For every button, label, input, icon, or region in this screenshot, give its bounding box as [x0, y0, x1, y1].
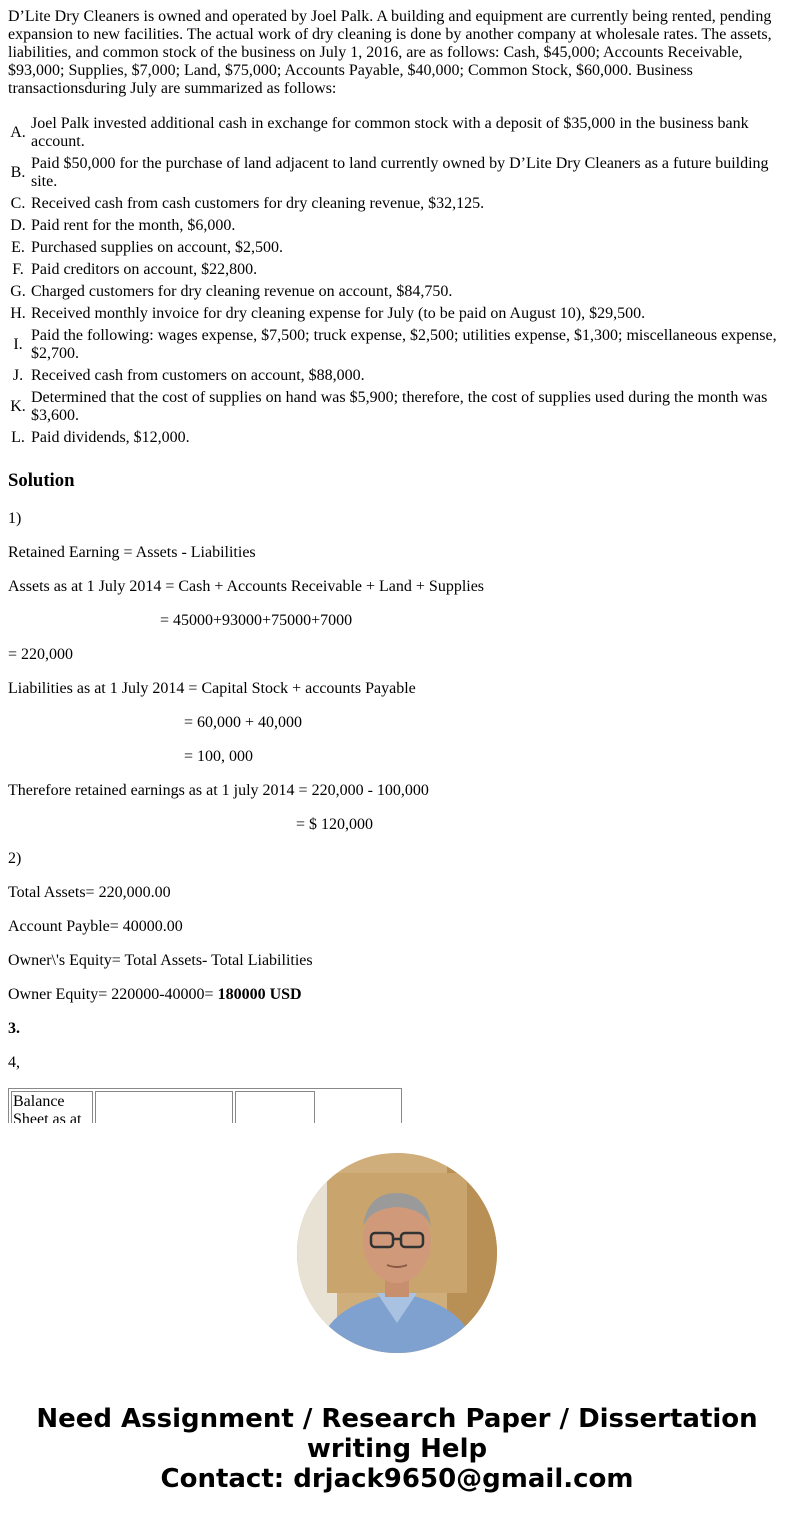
help-line-1: Need Assignment / Research Paper / Dissertation: [36, 1404, 758, 1434]
solution-line: = $ 120,000: [296, 816, 374, 833]
help-line-2: writing Help: [306, 1434, 488, 1464]
solution-line: Owner\'s Equity= Total Assets- Total Liabilities: [8, 952, 313, 969]
item-text: Joel Palk invested additional cash in exchange for common stock with a deposit of $35,000 in the business bank account.: [31, 115, 749, 150]
list-item: [8, 366, 786, 386]
item-letter: K.: [10, 398, 26, 415]
help-contact: Contact: drjack9650@gmail.com: [160, 1464, 634, 1494]
list-item: [8, 114, 786, 152]
balance-sheet-table: [8, 1088, 402, 1123]
item-text: Paid dividends, $12,000.: [31, 429, 190, 446]
transactions-list: [8, 112, 786, 450]
item-text: Charged customers for dry cleaning revenue on account, $84,750.: [31, 283, 453, 300]
list-item: [8, 154, 786, 192]
table-cell: Balance Sheet as at: [11, 1091, 93, 1123]
table-cell: [95, 1091, 233, 1123]
solution-line: Assets as at 1 July 2014 = Cash + Accounts Receivable + Land + Supplies: [8, 578, 485, 595]
item-letter: D.: [10, 217, 26, 234]
list-item: [8, 260, 786, 280]
item-text: Received cash from customers on account, $88,000.: [31, 367, 365, 384]
item-text: Paid rent for the month, $6,000.: [31, 217, 236, 234]
problem-intro: D’Lite Dry Cleaners is owned and operated by Joel Palk. A building and equipment are currently being rented, pending expansion to new facilities. The actual work of dry cleaning is done by another company at wholesale rates. The assets, liabilities, and common stock of the business on July 1, 2016, are as follows: Cash, $45,000; Accounts Receivable, $93,000; Supplies, $7,000; Land, $75,000; Accounts Payable, $40,000; Common Stock, $60,000. Business transactionsduring July are summarized as follows:: [8, 8, 772, 97]
item-letter: B.: [10, 164, 26, 181]
item-letter: C.: [10, 195, 26, 212]
item-text: Purchased supplies on account, $2,500.: [31, 239, 283, 256]
solution-line: Liabilities as at 1 July 2014 = Capital Stock + accounts Payable: [8, 680, 416, 697]
list-item: [8, 194, 786, 214]
item-text: Paid creditors on account, $22,800.: [31, 261, 258, 278]
item-letter: J.: [12, 367, 24, 384]
item-letter: L.: [11, 429, 25, 446]
item-text: Determined that the cost of supplies on hand was $5,900; therefore, the cost of supplies used during the month was $3,600.: [31, 389, 768, 424]
item-letter: I.: [13, 336, 23, 353]
item-letter: A.: [10, 124, 26, 141]
solution-line: = 100, 000: [184, 748, 254, 765]
solution-heading: Solution: [8, 470, 75, 491]
list-item: [8, 388, 786, 426]
step-three-label: 3.: [8, 1020, 20, 1037]
item-letter: F.: [12, 261, 24, 278]
solution-line: = 220,000: [8, 646, 74, 663]
solution-line: Total Assets= 220,000.00: [8, 884, 171, 901]
owner-equity-result: 180000 USD: [217, 986, 302, 1003]
list-item: [8, 428, 786, 448]
solution-line: 1): [8, 510, 22, 527]
document-body: [8, 8, 786, 1123]
solution-line: = 45000+93000+75000+7000: [160, 612, 353, 629]
solution-line: [8, 986, 786, 1004]
solution-line: Account Payble= 40000.00: [8, 918, 183, 935]
solution-line: 4,: [8, 1054, 20, 1071]
list-item: [8, 326, 786, 364]
table-cell: [235, 1091, 315, 1123]
item-text: Received monthly invoice for dry cleaning expense for July (to be paid on August 10), $29,500.: [31, 305, 646, 322]
owner-equity-formula: Owner Equity= 220000-40000=: [8, 986, 218, 1003]
item-letter: G.: [10, 283, 26, 300]
list-item: [8, 238, 786, 258]
list-item: [8, 304, 786, 324]
person-portrait-icon: [297, 1153, 497, 1353]
item-text: Paid the following: wages expense, $7,500; truck expense, $2,500; utilities expense, $1,300; miscellaneous expense, $2,700.: [31, 327, 777, 362]
solution-line: Retained Earning = Assets - Liabilities: [8, 544, 256, 561]
table-row: [11, 1091, 399, 1123]
solution-line: 2): [8, 850, 22, 867]
item-letter: H.: [10, 305, 26, 322]
table-cell: [317, 1091, 399, 1123]
help-banner: [0, 1404, 794, 1494]
author-photo: [297, 1153, 497, 1353]
solution-line: [8, 1020, 786, 1038]
list-item: [8, 216, 786, 236]
item-text: Paid $50,000 for the purchase of land adjacent to land currently owned by D’Lite Dry Cleaners as a future building site.: [31, 155, 769, 190]
solution-line: Therefore retained earnings as at 1 july 2014 = 220,000 - 100,000: [8, 782, 429, 799]
item-text: Received cash from cash customers for dry cleaning revenue, $32,125.: [31, 195, 485, 212]
solution-line: = 60,000 + 40,000: [184, 714, 303, 731]
list-item: [8, 282, 786, 302]
item-letter: E.: [11, 239, 25, 256]
